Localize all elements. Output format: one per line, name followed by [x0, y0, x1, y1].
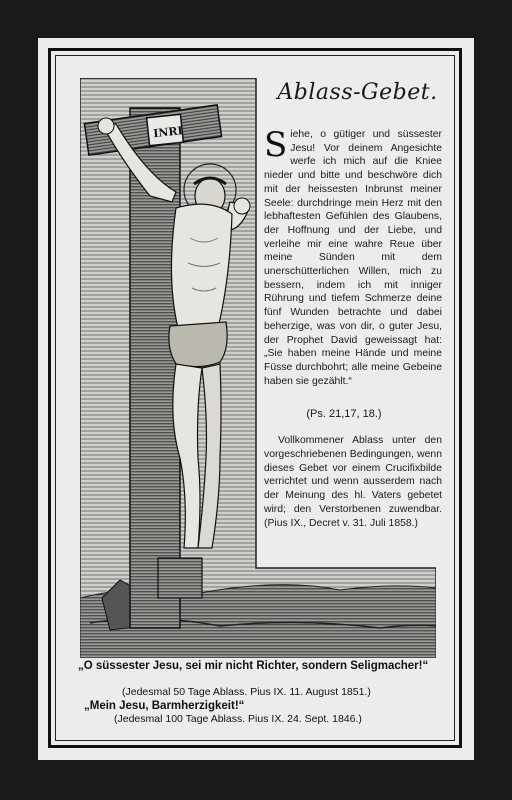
ejaculation-1: „O süssester Jesu, sei mir nicht Richter, sondern Seligmacher!“ — [78, 660, 429, 672]
prayer-body — [264, 125, 442, 388]
inri-label: INRI — [152, 124, 184, 141]
indulgence-text: Vollkommener Ablass unter den vorgeschriebenen Bedingungen, wenn dieses Gebet vor einem Crucifixbilde verrichtet und wenn ausserdem nach der Meinung des hl. Vaters gebetet wird; den Verstorbenen zuwendbar. (Pius IX., Decret v. 31. Juli 1858.) — [264, 435, 442, 529]
prayer-title: Ablass-Gebet. — [277, 80, 438, 105]
prayer-text: iehe, o gütiger und süssester Jesu! Vor deinem Angesichte werfe ich mich auf die Kniee nieder und bitte und beschwöre dich mit der heissesten Inbrunst meiner Seele: durchdringe mein Herz mit den lebhaftesten Gefühlen des Glaubens, der Hoffnung und der Liebe, und verleihe mir eine wahre Reue über meine Sünden mit dem unerschütterlichen Willen, mich zu bessern, indem ich mit inniger Rührung und tiefem Schmerze deine fünf Wunden betrachte und dabei beherzige, was von dir, o guter Jesu, der Prophet David geweissagt hat: „Sie haben meine Hände und meine Füsse durchbohrt; alle meine Gebeine haben sie gezählt.“ — [264, 129, 442, 387]
ejaculation-2: „Mein Jesu, Barmherzigkeit!“ — [84, 700, 245, 712]
psalm-reference: (Ps. 21,17, 18.) — [306, 408, 382, 420]
prayer-initial: S — [264, 125, 288, 165]
ejaculation-2-note: (Jedesmal 100 Tage Ablass. Pius IX. 24. Sept. 1846.) — [114, 713, 362, 725]
ejaculation-1-note: (Jedesmal 50 Tage Ablass. Pius IX. 11. August 1851.) — [122, 686, 371, 698]
